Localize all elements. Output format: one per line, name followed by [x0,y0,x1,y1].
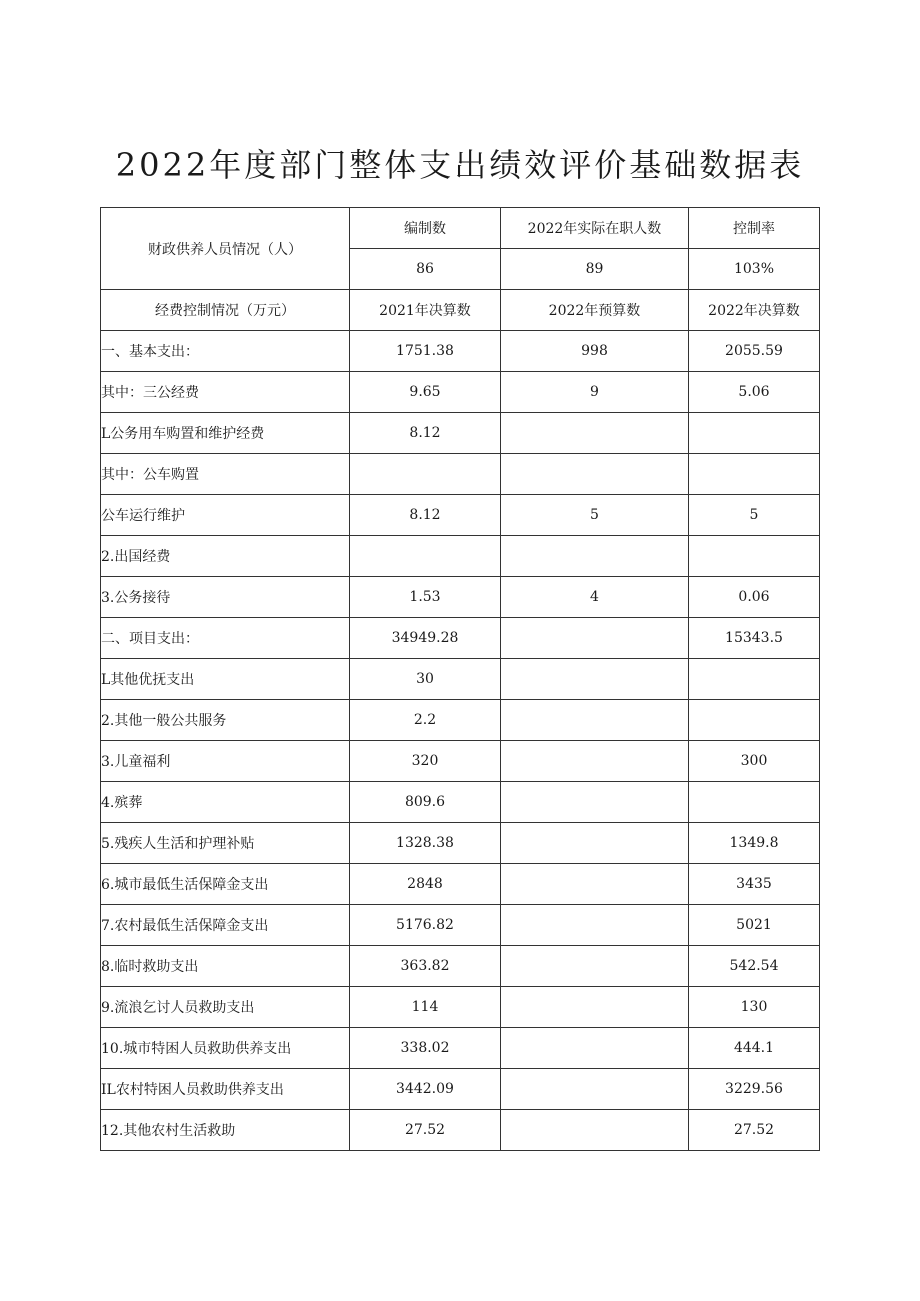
budget-header-2022-final: 2022年决算数 [689,290,820,331]
row-value-2022-final: 300 [689,741,820,782]
performance-data-table [100,207,820,1151]
row-value-2021-final: 363.82 [350,946,501,987]
table-row [101,372,820,413]
staffing-header-row [101,208,820,249]
table-row [101,946,820,987]
row-value-2022-final [689,536,820,577]
row-label: 6.城市最低生活保障金支出 [101,864,350,905]
table-row [101,454,820,495]
row-value-2021-final: 809.6 [350,782,501,823]
row-value-2022-budget [501,454,689,495]
row-value-2021-final: 9.65 [350,372,501,413]
row-label: IL农村特困人员救助供养支出 [101,1069,350,1110]
table-row [101,659,820,700]
table-row [101,1069,820,1110]
row-value-2022-budget: 5 [501,495,689,536]
row-value-2022-final: 5.06 [689,372,820,413]
row-value-2021-final: 2848 [350,864,501,905]
row-value-2021-final [350,536,501,577]
row-value-2022-budget: 9 [501,372,689,413]
row-label: 9.流浪乞讨人员救助支出 [101,987,350,1028]
row-value-2021-final: 338.02 [350,1028,501,1069]
row-value-2022-budget [501,659,689,700]
row-label: 12.其他农村生活救助 [101,1110,350,1151]
row-label: 2.其他一般公共服务 [101,700,350,741]
row-value-2021-final: 5176.82 [350,905,501,946]
row-value-2022-final [689,782,820,823]
table-row [101,987,820,1028]
row-label: 其中：公车购置 [101,454,350,495]
row-label: 公车运行维护 [101,495,350,536]
row-value-2021-final: 8.12 [350,495,501,536]
row-value-2022-final [689,454,820,495]
row-value-2021-final: 1751.38 [350,331,501,372]
row-value-2022-final: 3229.56 [689,1069,820,1110]
row-value-2021-final [350,454,501,495]
row-value-2022-budget [501,1069,689,1110]
row-value-2022-final [689,413,820,454]
table-row [101,864,820,905]
row-label: 4.殡葬 [101,782,350,823]
table-row [101,413,820,454]
staffing-header-rate: 控制率 [689,208,820,249]
row-label: 3.公务接待 [101,577,350,618]
row-value-2022-budget [501,1028,689,1069]
row-value-2022-final: 5021 [689,905,820,946]
table-row [101,618,820,659]
row-label: 2.出国经费 [101,536,350,577]
row-label: 10.城市特困人员救助供养支出 [101,1028,350,1069]
row-value-2022-budget [501,782,689,823]
row-value-2022-final: 444.1 [689,1028,820,1069]
table-row [101,823,820,864]
row-value-2022-budget: 998 [501,331,689,372]
row-label: 其中：三公经费 [101,372,350,413]
row-value-2022-budget [501,536,689,577]
row-value-2021-final: 2.2 [350,700,501,741]
row-value-2022-final: 3435 [689,864,820,905]
row-value-2021-final: 8.12 [350,413,501,454]
row-label: 二、项目支出： [101,618,350,659]
row-label: 5.残疾人生活和护理补贴 [101,823,350,864]
row-value-2022-final: 2055.59 [689,331,820,372]
staffing-value-rate: 103% [689,249,820,290]
row-value-2022-budget [501,1110,689,1151]
row-value-2022-final: 27.52 [689,1110,820,1151]
table-row [101,495,820,536]
table-row [101,741,820,782]
row-value-2022-final: 15343.5 [689,618,820,659]
row-value-2021-final: 34949.28 [350,618,501,659]
budget-label: 经费控制情况（万元） [101,290,350,331]
row-value-2021-final: 3442.09 [350,1069,501,1110]
row-value-2022-budget [501,905,689,946]
row-value-2022-final: 130 [689,987,820,1028]
table-row [101,331,820,372]
row-value-2021-final: 30 [350,659,501,700]
row-value-2022-final: 1349.8 [689,823,820,864]
row-value-2022-final: 5 [689,495,820,536]
table-row [101,700,820,741]
row-value-2021-final: 1328.38 [350,823,501,864]
staffing-header-actual: 2022年实际在职人数 [501,208,689,249]
row-value-2022-budget [501,823,689,864]
budget-header-2022-budget: 2022年预算数 [501,290,689,331]
staffing-value-actual: 89 [501,249,689,290]
row-label: 7.农村最低生活保障金支出 [101,905,350,946]
table-row [101,536,820,577]
table-row [101,1028,820,1069]
table-row [101,905,820,946]
row-value-2021-final: 27.52 [350,1110,501,1151]
row-value-2022-budget [501,700,689,741]
row-value-2021-final: 114 [350,987,501,1028]
row-value-2021-final: 320 [350,741,501,782]
row-value-2022-final [689,659,820,700]
row-value-2022-budget [501,864,689,905]
table-row [101,577,820,618]
row-value-2022-budget [501,618,689,659]
table-row [101,782,820,823]
row-label: L其他优抚支出 [101,659,350,700]
row-value-2022-final: 542.54 [689,946,820,987]
expense-rows [101,331,820,1151]
budget-header-row [101,290,820,331]
row-value-2022-final: 0.06 [689,577,820,618]
row-value-2022-budget: 4 [501,577,689,618]
row-value-2021-final: 1.53 [350,577,501,618]
budget-header-2021-final: 2021年决算数 [350,290,501,331]
row-label: 3.儿童福利 [101,741,350,782]
page-title: 2022年度部门整体支出绩效评价基础数据表 [115,146,805,184]
row-value-2022-budget [501,413,689,454]
row-value-2022-final [689,700,820,741]
staffing-label: 财政供养人员情况（人） [101,208,350,290]
staffing-header-quota: 编制数 [350,208,501,249]
row-label: L公务用车购置和维护经费 [101,413,350,454]
row-value-2022-budget [501,946,689,987]
staffing-value-quota: 86 [350,249,501,290]
row-value-2022-budget [501,741,689,782]
row-label: 8.临时救助支出 [101,946,350,987]
table-row [101,1110,820,1151]
row-value-2022-budget [501,987,689,1028]
row-label: 一、基本支出： [101,331,350,372]
